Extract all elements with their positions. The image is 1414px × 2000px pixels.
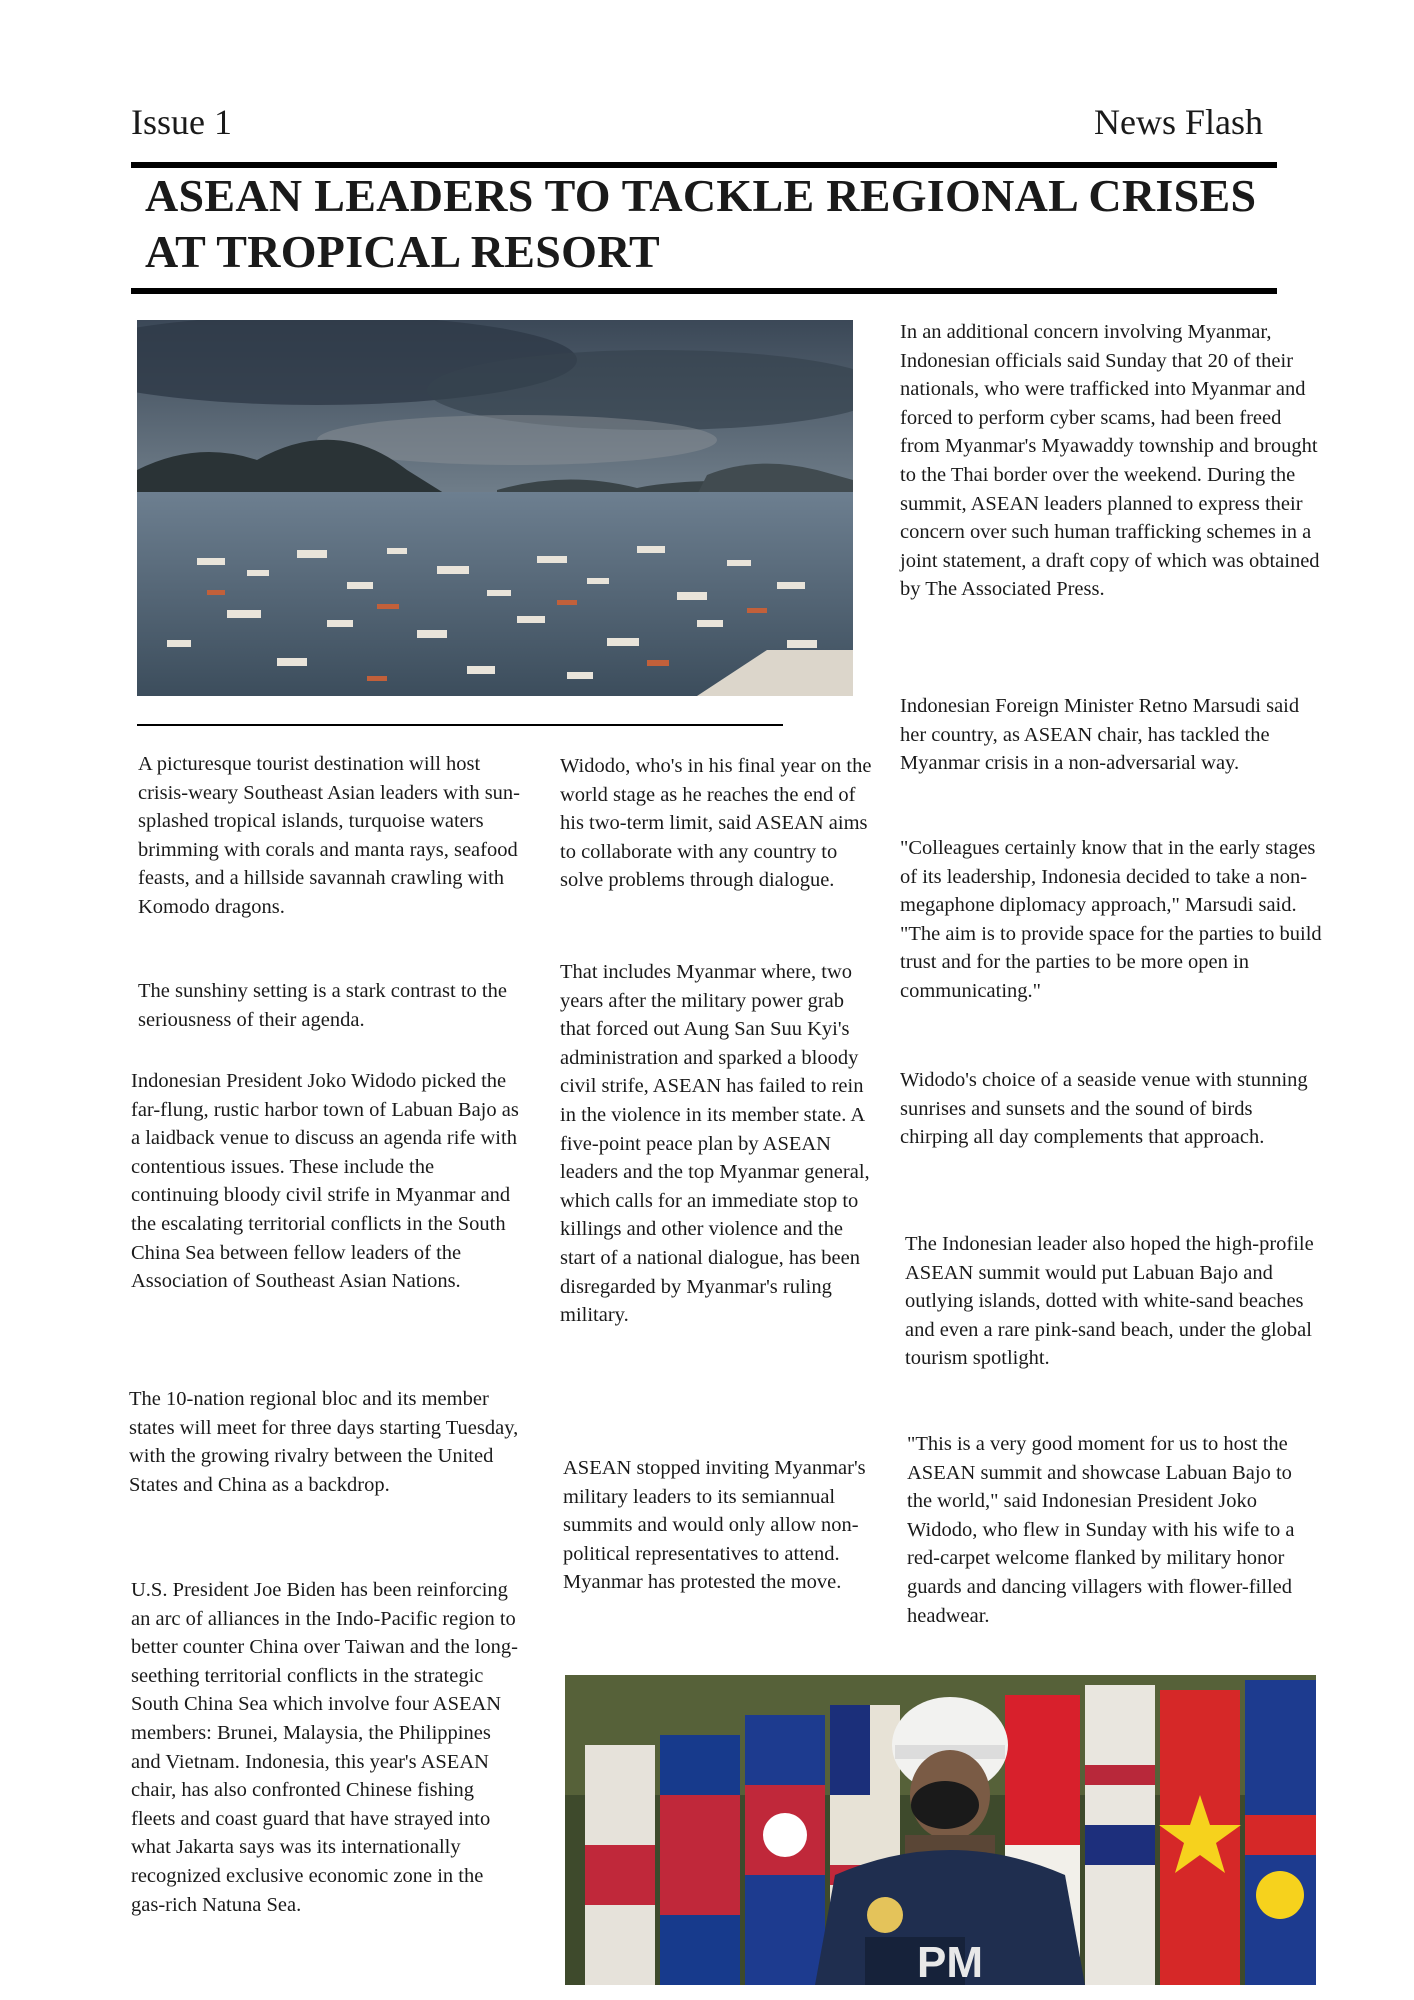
guard-armband-text: PM <box>917 1938 983 1985</box>
section-label: News Flash <box>1094 102 1263 142</box>
left-para-4: The 10-nation regional bloc and its member states will meet for three days starting Tuesday, with the growing rivalry between the United States and China as a backdrop. <box>129 1388 519 1496</box>
left-para-3: Indonesian President Joko Widodo picked the far-flung, rustic harbor town of Labuan Bajo as a laidback venue to discuss an agenda rife with contentious issues. These include the continuing bloody civil strife in Myanmar and the escalating territorial conflicts in the South China Sea between fellow leaders of the Association of Southeast Asian Nations. <box>131 1070 519 1293</box>
page-title: ASEAN LEADERS TO TACKLE REGIONAL CRISES AT TROPICAL RESORT <box>145 170 1257 277</box>
photo-caption-rule <box>137 724 783 726</box>
left-para-5: U.S. President Joe Biden has been reinforcing an arc of alliances in the Indo-Pacific region to better counter China over Taiwan and the long-seething territorial conflicts in the strategic South China Sea which involve four ASEAN members: Brunei, Malaysia, the Philippines and Vietnam. Indonesia, this year's ASEAN chair, has also confronted Chinese fishing fleets and coast guard that have strayed into what Jakarta says was its internationally recognized exclusive economic zone in the gas-rich Natuna Sea. <box>131 1579 518 1916</box>
right-para-1: In an additional concern involving Myanmar, Indonesian officials said Sunday that 20 of their nationals, who were trafficked into Myanmar and forced to perform cyber scams, had been freed from Myanmar's Myawaddy township and brought to the Thai border over the weekend. During the summit, ASEAN leaders planned to express their concern over such human trafficking schemes in a joint statement, a draft copy of which was obtained by The Associated Press. <box>900 321 1320 601</box>
left-para-1: A picturesque tourist destination will host crisis-weary Southeast Asian leaders with sun-splashed tropical islands, turquoise waters brimming with corals and manta rays, seafood feasts, and a hillside savannah crawling with Komodo dragons. <box>138 753 521 918</box>
right-para-6: "This is a very good moment for us to host the ASEAN summit and showcase Labuan Bajo to the world," said Indonesian President Joko Widodo, who flew in Sunday with his wife to a red-carpet welcome flanked by military honor guards and dancing villagers with flower-filled headwear. <box>907 1433 1295 1627</box>
guard-photo <box>565 1675 1316 1985</box>
issue-label: Issue 1 <box>131 102 232 142</box>
right-para-5: The Indonesian leader also hoped the high-profile ASEAN summit would put Labuan Bajo and outlying islands, dotted with white-sand beaches and even a rare pink-sand beach, under the global tourism spotlight. <box>905 1233 1314 1370</box>
title-bottom-rule <box>131 288 1277 294</box>
right-para-3: "Colleagues certainly know that in the early stages of its leadership, Indonesia decided to take a non-megaphone diplomacy approach," Marsudi said. "The aim is to provide space for the parties to build trust and for the parties to be more open in communicating." <box>900 837 1322 1002</box>
left-para-2: The sunshiny setting is a stark contrast to the seriousness of their agenda. <box>138 980 507 1031</box>
middle-para-1: Widodo, who's in his final year on the world stage as he reaches the end of his two-term limit, said ASEAN aims to collaborate with any country to solve problems through dialogue. <box>560 755 872 892</box>
harbor-photo <box>137 320 853 696</box>
right-para-2: Indonesian Foreign Minister Retno Marsudi said her country, as ASEAN chair, has tackled the Myanmar crisis in a non-adversarial way. <box>900 695 1300 775</box>
middle-para-3: ASEAN stopped inviting Myanmar's military leaders to its semiannual summits and would only allow non-political representatives to attend. Myanmar has protested the move. <box>563 1457 866 1594</box>
right-para-4: Widodo's choice of a seaside venue with stunning sunrises and sunsets and the sound of birds chirping all day complements that approach. <box>900 1069 1308 1149</box>
middle-para-2: That includes Myanmar where, two years after the military power grab that forced out Aung San Suu Kyi's administration and sparked a bloody civil strife, ASEAN has failed to rein in the violence in its member state. A five-point peace plan by ASEAN leaders and the top Myanmar general, which calls for an immediate stop to killings and other violence and the start of a national dialogue, has been disregarded by Myanmar's ruling military. <box>560 961 870 1327</box>
